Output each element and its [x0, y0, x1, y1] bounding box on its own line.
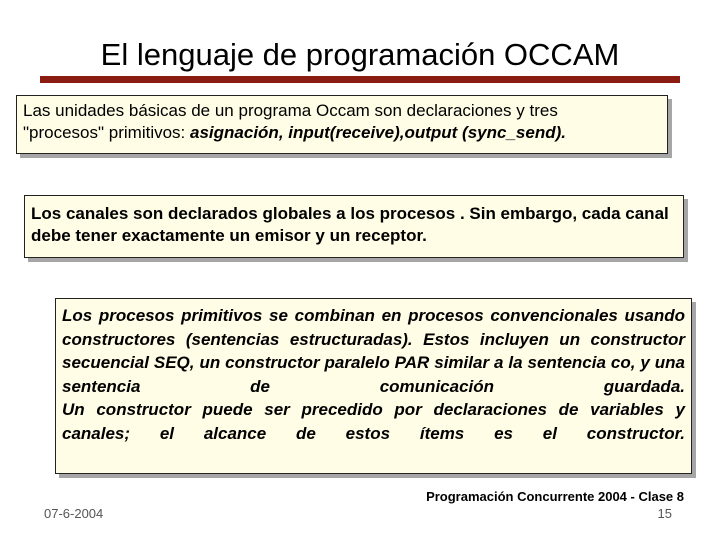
footer-date: 07-6-2004: [44, 506, 104, 521]
box1-line2-plain: "procesos" primitivos:: [23, 123, 191, 142]
title-underline: [40, 76, 680, 83]
box2-text: Los canales son declarados globales a los procesos . Sin embargo, cada canal debe tener exactamente un emisor y un receptor.: [31, 204, 669, 245]
slide-title: El lenguaje de programación OCCAM: [100, 37, 620, 72]
box1-line1: Las unidades básicas de un programa Occam son declaraciones y tres: [23, 101, 558, 120]
footer-course: Programación Concurrente 2004 - Clase 8: [426, 489, 684, 504]
box3-paragraph-2: Un constructor puede ser precedido por declaraciones de variables y canales; el alcance de estos ítems es el constructor.: [62, 400, 685, 443]
box1-line2-emphasis: asignación, input(receive),output (sync_send).: [190, 123, 566, 142]
box3-paragraph-1: Los procesos primitivos se combinan en procesos convencionales usando constructores (sentencias estructuradas). Estos incluyen un constructor secuencial SEQ, un constructor paralelo PAR similar a la sentencia co, y una sentencia de comunicación guardada.: [62, 306, 685, 396]
box1-line2: [23, 122, 661, 144]
footer-page-number: 15: [657, 506, 672, 521]
channels-text-box: [24, 195, 684, 258]
constructors-text-box: [55, 298, 692, 474]
primitives-text-box: [16, 95, 668, 154]
